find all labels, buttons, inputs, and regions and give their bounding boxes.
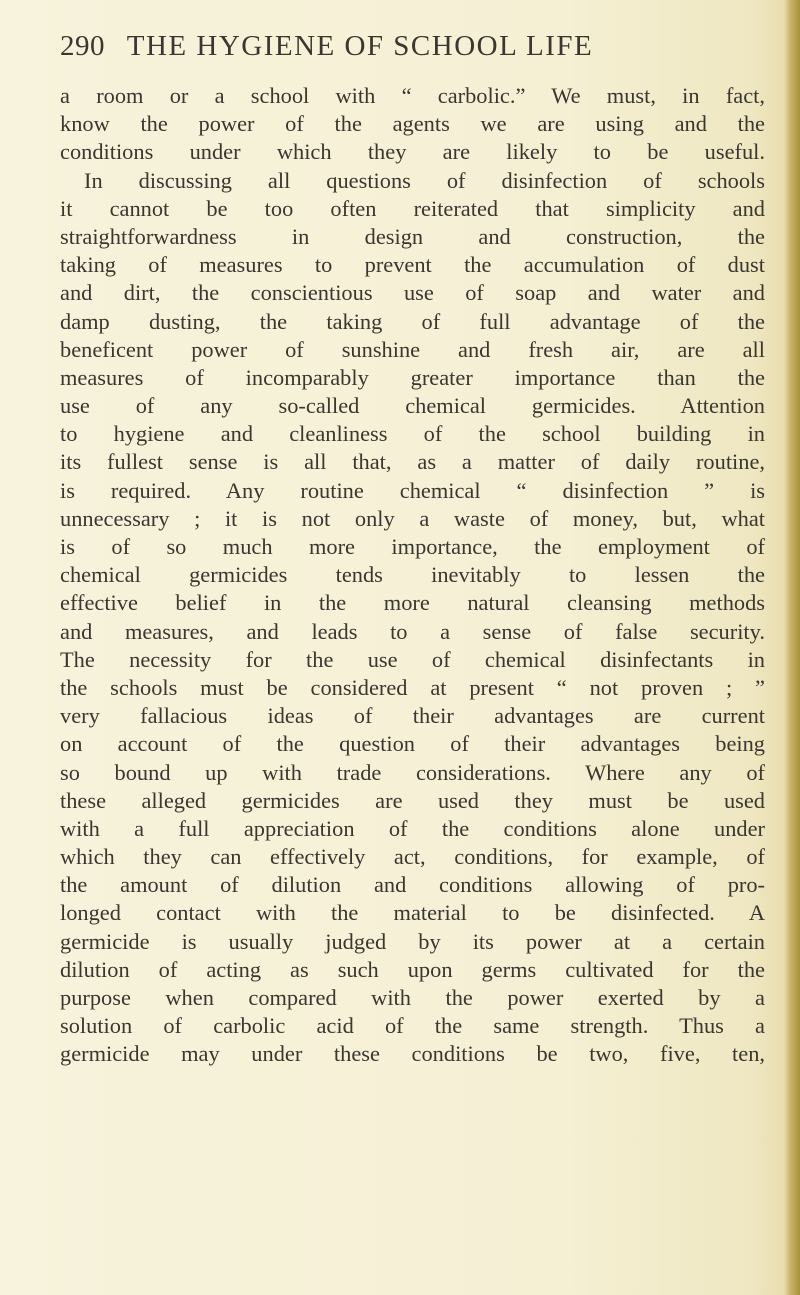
page-number: 290 <box>60 30 105 62</box>
page-edge <box>784 0 800 1295</box>
text-line: straightforwardness in design and construction, the <box>60 223 765 249</box>
text-line: use of any so-called chemical germicides. Attention <box>60 393 765 419</box>
text-line: The necessity for the use of chemical disinfectants in <box>60 646 765 672</box>
text-line: these alleged germicides are used they must be used <box>60 787 765 813</box>
running-title: THE HYGIENE OF SCHOOL LIFE <box>126 30 594 62</box>
text-line: damp dusting, the taking of full advantage of the <box>60 308 765 334</box>
text-line: the schools must be considered at present “ not proven ; ” <box>60 674 765 700</box>
text-line: on account of the question of their advantages being <box>60 731 765 757</box>
text-line: chemical germicides tends inevitably to lessen the <box>60 562 765 588</box>
text-line: a room or a school with “ carbolic.” We must, in fact, <box>60 83 765 108</box>
text-line: and dirt, the conscientious use of soap and water and <box>60 280 765 306</box>
text-line: germicide is usually judged by its power at a certain <box>60 928 765 954</box>
text-line: germicide may under these conditions be two, five, ten, <box>60 1041 765 1067</box>
text-line: with a full appreciation of the conditions alone under <box>60 815 765 841</box>
body-text <box>60 82 765 1069</box>
text-line: longed contact with the material to be disinfected. A <box>60 900 765 926</box>
text-line: is required. Any routine chemical “ disinfection ” is <box>60 477 765 503</box>
text-line: beneficent power of sunshine and fresh air, are all <box>60 336 765 362</box>
text-line: taking of measures to prevent the accumulation of dust <box>60 252 765 278</box>
text-line: solution of carbolic acid of the same strength. Thus a <box>60 1013 765 1039</box>
text-line: purpose when compared with the power exerted by a <box>60 985 765 1010</box>
text-line: and measures, and leads to a sense of false security. <box>60 618 765 644</box>
text-line: conditions under which they are likely to be useful. <box>60 139 765 165</box>
text-line: effective belief in the more natural cleansing methods <box>60 590 765 616</box>
text-line: it cannot be too often reiterated that simplicity and <box>60 195 765 221</box>
text-line: very fallacious ideas of their advantages are current <box>60 703 765 729</box>
text-line: know the power of the agents we are using and the <box>60 111 765 137</box>
text-line: to hygiene and cleanliness of the school building in <box>60 421 765 447</box>
text-line: so bound up with trade considerations. Where any of <box>60 759 765 785</box>
text-line: In discussing all questions of disinfection of schools <box>84 167 765 193</box>
text-line: the amount of dilution and conditions allowing of pro- <box>60 872 765 898</box>
text-line: its fullest sense is all that, as a matter of daily routine, <box>60 449 765 475</box>
text-line: measures of incomparably greater importance than the <box>60 364 765 390</box>
text-line: is of so much more importance, the employment of <box>60 534 765 559</box>
running-header <box>60 30 760 70</box>
text-line: which they can effectively act, conditions, for example, of <box>60 844 765 870</box>
text-line: unnecessary ; it is not only a waste of money, but, what <box>60 505 765 531</box>
text-line: dilution of acting as such upon germs cultivated for the <box>60 956 765 982</box>
